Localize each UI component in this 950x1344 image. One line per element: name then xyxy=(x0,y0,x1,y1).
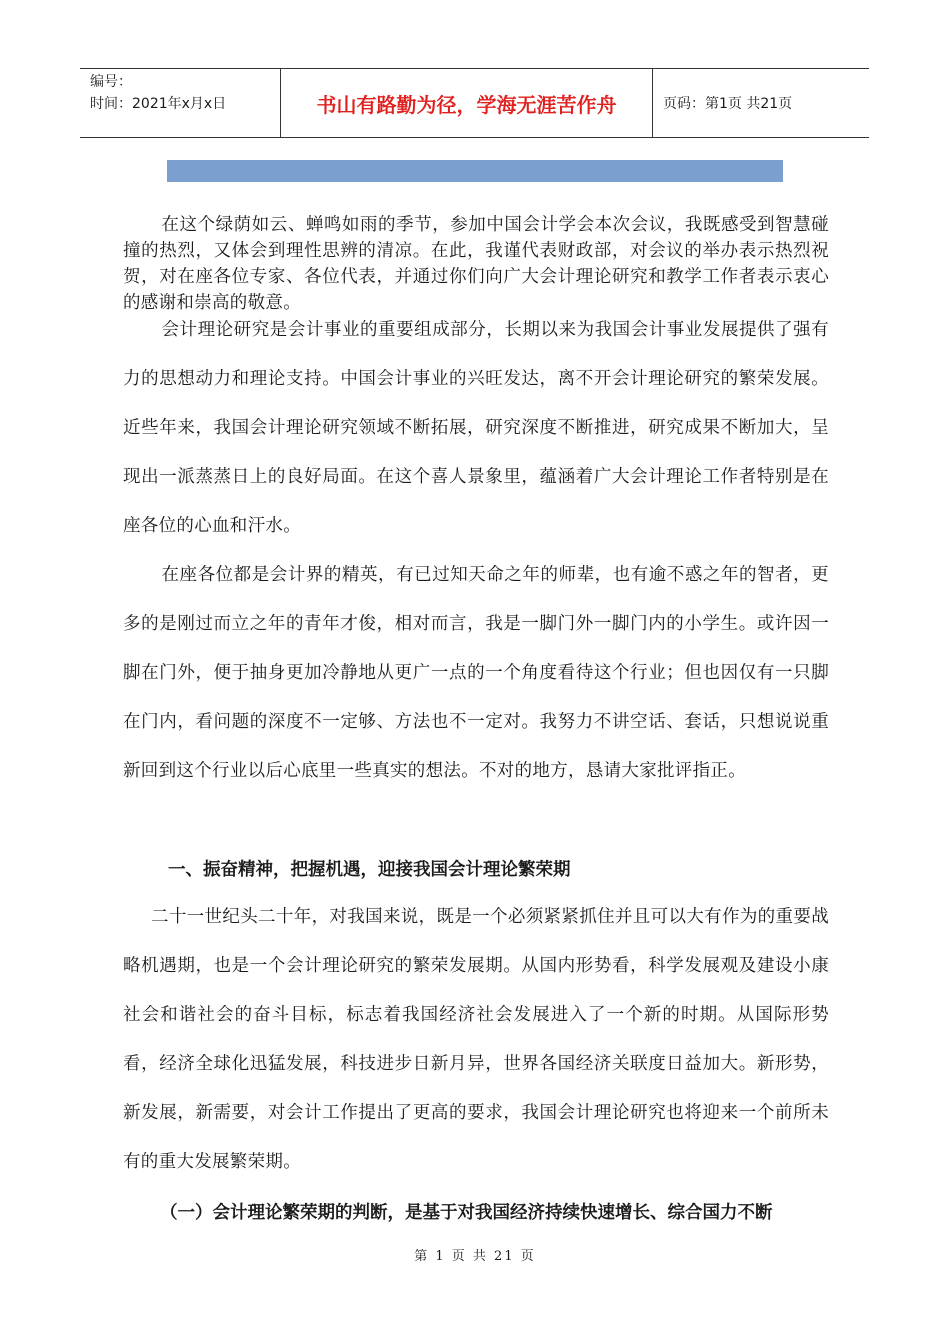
header-motto: 书山有路勤为径，学海无涯苦作舟 xyxy=(280,69,653,137)
section-heading-2: （一）会计理论繁荣期的判断，是基于对我国经济持续快速增长、综合国力不断 xyxy=(160,1203,773,1223)
doc-number-label: 编号： xyxy=(90,74,132,90)
paragraph-3: 在座各位都是会计界的精英，有已过知天命之年的师辈，也有逾不惑之年的智者，更多的是刚过而立之年的青年才俊，相对而言，我是一脚门外一脚门内的小学生。或许因一脚在门外，便于抽身更加冷静地从更广一点的一个角度看待这个行业；但也因仅有一只脚在门内，看问题的深度不一定够、方法也不一定对。我努力不讲空话、套话，只想说说重新回到这个行业以后心底里一些真实的想法。不对的地方，恳请大家批评指正。 xyxy=(123,565,829,781)
paragraph-1: 在这个绿荫如云、蝉鸣如雨的季节，参加中国会计学会本次会议，我既感受到智慧碰撞的热烈，又体会到理性思辨的清凉。在此，我谨代表财政部，对会议的举办表示热烈祝贺，对在座各位专家、各位代表，并通过你们向广大会计理论研究和教学工作者表示衷心的感谢和崇高的敬意。 xyxy=(123,215,829,313)
title-bar xyxy=(167,160,783,182)
paragraph-2: 会计理论研究是会计事业的重要组成部分，长期以来为我国会计事业发展提供了强有力的思想动力和理论支持。中国会计事业的兴旺发达，离不开会计理论研究的繁荣发展。近些年来，我国会计理论研究领域不断拓展，研究深度不断推进，研究成果不断加大，呈现出一派蒸蒸日上的良好局面。在这个喜人景象里，蕴涵着广大会计理论工作者特别是在座各位的心血和汗水。 xyxy=(123,320,829,536)
section-heading-1: 一、振奋精神，把握机遇，迎接我国会计理论繁荣期 xyxy=(168,860,571,880)
paragraph-4: 二十一世纪头二十年，对我国来说，既是一个必须紧紧抓住并且可以大有作为的重要战略机遇期，也是一个会计理论研究的繁荣发展期。从国内形势看，科学发展观及建设小康社会和谐社会的奋斗目标，标志着我国经济社会发展进入了一个新的时期。从国际形势看，经济全球化迅猛发展，科技进步日新月异，世界各国经济关联度日益加大。新形势，新发展，新需要，对会计工作提出了更高的要求，我国会计理论研究也将迎来一个前所未有的重大发展繁荣期。 xyxy=(123,907,829,1172)
page-header xyxy=(80,68,869,138)
header-meta xyxy=(80,69,280,137)
header-page-info: 页码：第1页 共21页 xyxy=(663,96,793,112)
doc-date-label: 时间：2021年x月x日 xyxy=(90,96,227,112)
page-footer: 第 1 页 共 21 页 xyxy=(414,1249,536,1264)
